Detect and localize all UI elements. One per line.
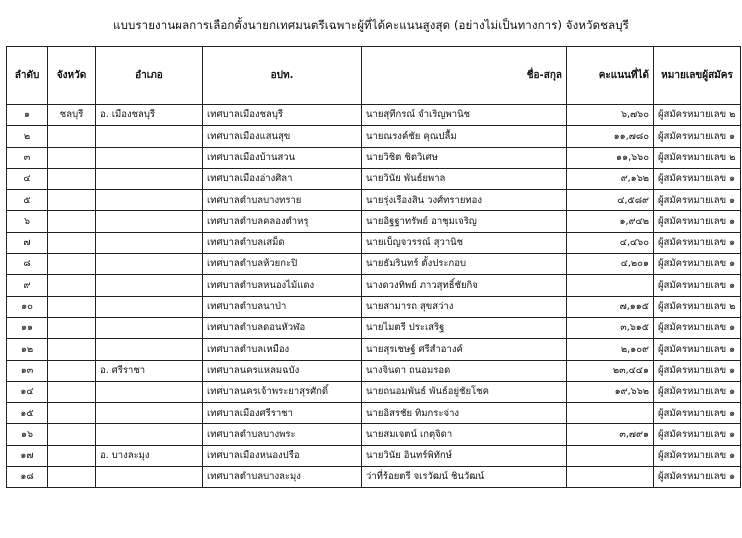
row-org: เทศบาลเมืองแสนสุข (203, 126, 362, 147)
row-name: นายวินัย อินทร์พิทักษ์ (362, 445, 567, 466)
row-index: ๒ (7, 126, 48, 147)
row-district (96, 317, 203, 338)
row-name: นายณรงค์ชัย คุณปลื้ม (362, 126, 567, 147)
row-score: ๒๓,๔๔๑ (567, 360, 654, 381)
row-province (48, 403, 96, 424)
table-body (7, 105, 741, 488)
row-district (96, 126, 203, 147)
row-district (96, 403, 203, 424)
row-province: ชลบุรี (48, 105, 96, 126)
row-number: ผู้สมัครหมายเลข ๑ (654, 424, 741, 445)
table-row (7, 403, 741, 424)
row-score: ๙,๑๖๒ (567, 168, 654, 189)
row-province (48, 467, 96, 488)
row-score (567, 403, 654, 424)
row-org: เทศบาลนครเจ้าพระยาสุรศักดิ์ (203, 381, 362, 402)
header-index: ลำดับ (7, 47, 48, 105)
row-org: เทศบาลเมืองชลบุรี (203, 105, 362, 126)
row-name: นายไมตรี ประเสริฐ (362, 317, 567, 338)
row-number: ผู้สมัครหมายเลข ๒ (654, 147, 741, 168)
row-number: ผู้สมัครหมายเลข ๑ (654, 211, 741, 232)
header-district: อำเภอ (96, 47, 203, 105)
row-district: อ. ศรีราชา (96, 360, 203, 381)
row-number: ผู้สมัครหมายเลข ๑ (654, 254, 741, 275)
results-table (6, 46, 741, 488)
row-org: เทศบาลเมืองหนองปรือ (203, 445, 362, 466)
table-row (7, 275, 741, 296)
row-number: ผู้สมัครหมายเลข ๑ (654, 317, 741, 338)
table-row (7, 424, 741, 445)
row-province (48, 317, 96, 338)
row-org: เทศบาลตำบลดอนหัวฬ่อ (203, 317, 362, 338)
row-index: ๔ (7, 168, 48, 189)
row-district (96, 296, 203, 317)
row-province (48, 296, 96, 317)
row-org: เทศบาลตำบลบางทราย (203, 190, 362, 211)
row-name: นายสุรเชษฐ์ ศรีสำอางค์ (362, 339, 567, 360)
header-number: หมายเลขผู้สมัคร (654, 47, 741, 105)
row-name: นายสุทีกรณ์ จำเริญพานิช (362, 105, 567, 126)
table-row (7, 339, 741, 360)
row-score: ๖,๗๖๐ (567, 105, 654, 126)
row-index: ๕ (7, 190, 48, 211)
table-row (7, 232, 741, 253)
row-name: นายสมเจตน์ เกตุจิดา (362, 424, 567, 445)
row-name: ว่าที่ร้อยตรี จเรวัฒน์ ชินวัฒน์ (362, 467, 567, 488)
row-number: ผู้สมัครหมายเลข ๑ (654, 168, 741, 189)
table-row (7, 254, 741, 275)
row-index: ๑๗ (7, 445, 48, 466)
row-number: ผู้สมัครหมายเลข ๑ (654, 467, 741, 488)
row-score: ๗,๑๑๕ (567, 296, 654, 317)
row-org: เทศบาลเมืองบ้านสวน (203, 147, 362, 168)
row-score (567, 445, 654, 466)
row-district: อ. บางละมุง (96, 445, 203, 466)
row-org: เทศบาลตำบลหนองไม้แดง (203, 275, 362, 296)
row-org: เทศบาลนครแหลมฉบัง (203, 360, 362, 381)
row-index: ๑๔ (7, 381, 48, 402)
row-number: ผู้สมัครหมายเลข ๑ (654, 403, 741, 424)
row-district (96, 254, 203, 275)
row-index: ๑๐ (7, 296, 48, 317)
table-row (7, 168, 741, 189)
row-score: ๑๑,๗๘๐ (567, 126, 654, 147)
table-row (7, 211, 741, 232)
row-district (96, 168, 203, 189)
table-row (7, 126, 741, 147)
row-name: นางจินดา ถนอมรอด (362, 360, 567, 381)
row-province (48, 360, 96, 381)
row-province (48, 232, 96, 253)
row-district (96, 147, 203, 168)
row-index: ๙ (7, 275, 48, 296)
table-row (7, 296, 741, 317)
row-district (96, 211, 203, 232)
row-score: ๓,๗๙๑ (567, 424, 654, 445)
row-number: ผู้สมัครหมายเลข ๑ (654, 360, 741, 381)
row-score: ๑๑,๖๖๐ (567, 147, 654, 168)
row-district (96, 232, 203, 253)
row-province (48, 339, 96, 360)
row-score: ๓,๖๑๕ (567, 317, 654, 338)
row-district (96, 381, 203, 402)
row-district (96, 190, 203, 211)
header-province: จังหวัด (48, 47, 96, 105)
row-index: ๑๕ (7, 403, 48, 424)
row-name: นายวินัย พันธ์ยพาล (362, 168, 567, 189)
row-name: นายรุ่งเรืองสิน วงศ์ทรายทอง (362, 190, 567, 211)
row-number: ผู้สมัครหมายเลข ๑ (654, 126, 741, 147)
row-score: ๔,๔๖๐ (567, 232, 654, 253)
row-number: ผู้สมัครหมายเลข ๒ (654, 105, 741, 126)
row-org: เทศบาลตำบลเหมือง (203, 339, 362, 360)
report-title: แบบรายงานผลการเลือกตั้งนายกเทศมนตรีเฉพาะผู้ที่ได้คะแนนสูงสุด (อย่างไม่เป็นทางการ) จังหวัดชลบุรี (113, 18, 629, 32)
row-province (48, 381, 96, 402)
row-district (96, 424, 203, 445)
row-number: ผู้สมัครหมายเลข ๑ (654, 339, 741, 360)
table-row (7, 147, 741, 168)
row-name: นายอิสรชัย ทิมกระจ่าง (362, 403, 567, 424)
row-org: เทศบาลตำบลคลองตำหรุ (203, 211, 362, 232)
table-row (7, 467, 741, 488)
header-score: คะแนนที่ได้ (567, 47, 654, 105)
table-row (7, 445, 741, 466)
row-name: นางดวงทิพย์ ภาวสุทธิ์ชัยกิจ (362, 275, 567, 296)
row-name: นายถนอมพันธ์ พันธ์อยู่ชัยโชค (362, 381, 567, 402)
row-org: เทศบาลตำบลบางพระ (203, 424, 362, 445)
row-province (48, 445, 96, 466)
row-org: เทศบาลตำบลบางละมุง (203, 467, 362, 488)
row-name: นายอิฐฐาทรัพย์ อาชุมเจริญ (362, 211, 567, 232)
row-score (567, 275, 654, 296)
row-name: นายสามารถ สุขสว่าง (362, 296, 567, 317)
row-index: ๑๖ (7, 424, 48, 445)
row-province (48, 424, 96, 445)
row-district (96, 467, 203, 488)
row-org: เทศบาลเมืองอ่างศิลา (203, 168, 362, 189)
row-name: นายวิชิต ชิตวิเศษ (362, 147, 567, 168)
row-number: ผู้สมัครหมายเลข ๑ (654, 275, 741, 296)
row-district (96, 339, 203, 360)
row-number: ผู้สมัครหมายเลข ๒ (654, 296, 741, 317)
row-district: อ. เมืองชลบุรี (96, 105, 203, 126)
row-score: ๑,๙๔๒ (567, 211, 654, 232)
header-org: อปท. (203, 47, 362, 105)
row-score: ๑๙,๖๖๒ (567, 381, 654, 402)
row-index: ๓ (7, 147, 48, 168)
row-score: ๔,๒๐๑ (567, 254, 654, 275)
row-province (48, 168, 96, 189)
row-index: ๑ (7, 105, 48, 126)
table-row (7, 381, 741, 402)
row-score (567, 467, 654, 488)
row-name: นายธัมรินทร์ ตั้งประกอบ (362, 254, 567, 275)
table-row (7, 105, 741, 126)
row-province (48, 211, 96, 232)
table-row (7, 317, 741, 338)
row-index: ๗ (7, 232, 48, 253)
row-index: ๑๘ (7, 467, 48, 488)
row-index: ๑๓ (7, 360, 48, 381)
row-province (48, 275, 96, 296)
row-index: ๑๑ (7, 317, 48, 338)
row-org: เทศบาลตำบลเสม็ด (203, 232, 362, 253)
row-org: เทศบาลตำบลห้วยกะปิ (203, 254, 362, 275)
row-province (48, 254, 96, 275)
row-number: ผู้สมัครหมายเลข ๑ (654, 381, 741, 402)
row-score: ๒,๑๐๙ (567, 339, 654, 360)
header-name: ชื่อ-สกุล (362, 47, 567, 105)
row-index: ๖ (7, 211, 48, 232)
row-org: เทศบาลเมืองศรีราชา (203, 403, 362, 424)
row-index: ๑๒ (7, 339, 48, 360)
row-province (48, 190, 96, 211)
row-number: ผู้สมัครหมายเลข ๑ (654, 190, 741, 211)
table-header-row (7, 47, 741, 105)
row-province (48, 147, 96, 168)
row-number: ผู้สมัครหมายเลข ๑ (654, 445, 741, 466)
table-row (7, 360, 741, 381)
row-district (96, 275, 203, 296)
row-province (48, 126, 96, 147)
row-index: ๘ (7, 254, 48, 275)
row-score: ๔,๕๘๙ (567, 190, 654, 211)
row-org: เทศบาลตำบลนาป่า (203, 296, 362, 317)
row-name: นายเบ็ญจวรรณ์ สุวานิช (362, 232, 567, 253)
table-row (7, 190, 741, 211)
row-number: ผู้สมัครหมายเลข ๑ (654, 232, 741, 253)
